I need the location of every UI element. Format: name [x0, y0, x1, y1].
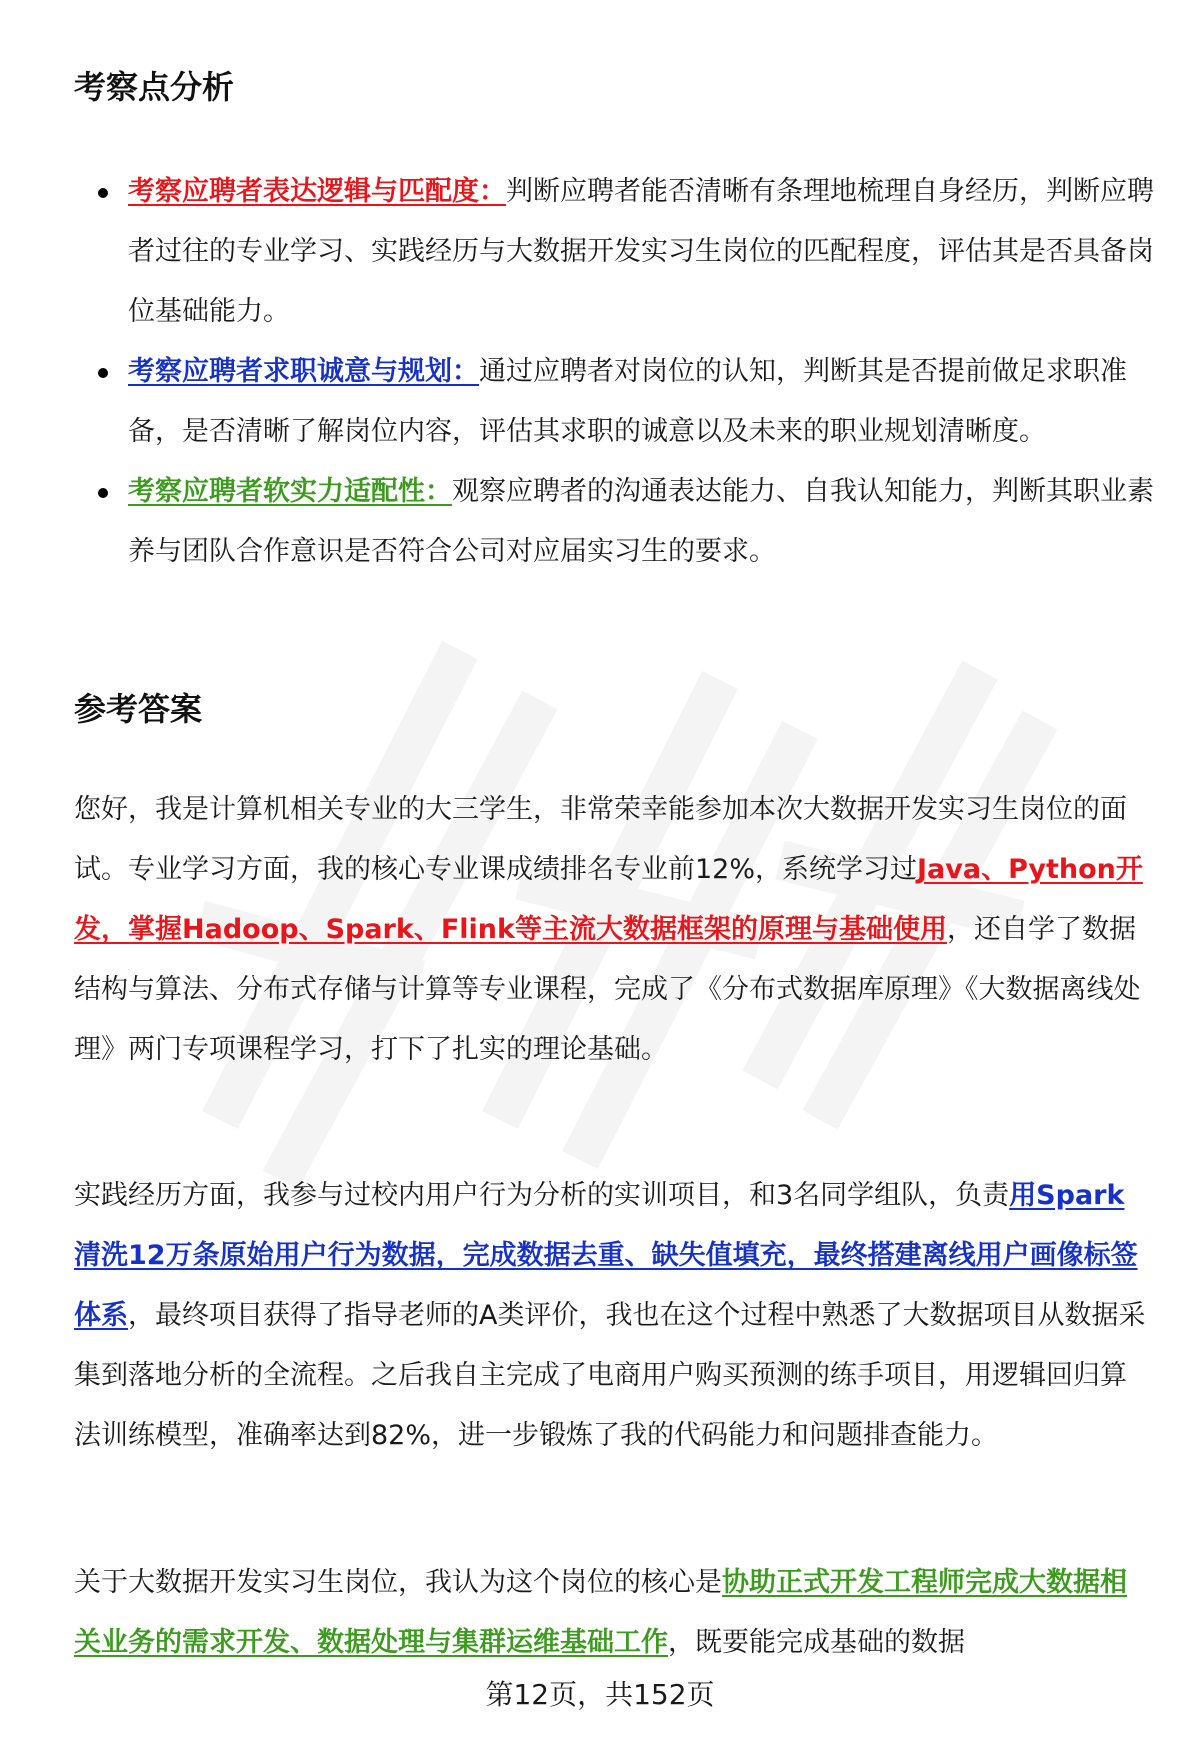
- list-item: [74, 162, 1154, 342]
- paragraph-highlight: 用Spark清洗12万条原始用户行为数据，完成数据去重、缺失值填充，最终搭建离线用户画像标签体系: [74, 1180, 1138, 1331]
- bullet-text: 观察应聘者的沟通表达能力、自我认知能力，判断其职业素养与团队合作意识是否符合公司对应届实习生的要求。: [128, 476, 1154, 567]
- paragraph-text: 关于大数据开发实习生岗位，我认为这个岗位的核心是: [74, 1567, 722, 1598]
- answer-paragraph-3: [74, 1553, 1150, 1673]
- list-item: [74, 462, 1154, 582]
- bullet-label: 考察应聘者表达逻辑与匹配度：: [128, 176, 506, 207]
- answer-paragraph-2: [74, 1166, 1150, 1466]
- answer-paragraph-1: [74, 780, 1150, 1080]
- list-item: [74, 342, 1154, 462]
- paragraph-text: 您好，我是计算机相关专业的大三学生，非常荣幸能参加本次大数据开发实习生岗位的面试。专业学习方面，我的核心专业课成绩排名专业前12%，系统学习过: [74, 794, 1127, 885]
- paragraph-text: ，还自学了数据结构与算法、分布式存储与计算等专业课程，完成了《分布式数据库原理》《大数据离线处理》两门专项课程学习，打下了扎实的理论基础。: [74, 914, 1141, 1065]
- paragraph-highlight: 协助正式开发工程师完成大数据相关业务的需求开发、数据处理与集群运维基础工作: [74, 1567, 1127, 1658]
- bullet-label: 考察应聘者求职诚意与规划：: [128, 356, 479, 387]
- bullet-text: 判断应聘者能否清晰有条理地梳理自身经历，判断应聘者过往的专业学习、实践经历与大数据开发实习生岗位的匹配程度，评估其是否具备岗位基础能力。: [128, 176, 1154, 327]
- section-title-answer: 参考答案: [74, 690, 203, 728]
- page-number: 第12页，共152页: [485, 1678, 715, 1711]
- section-title-analysis: 考察点分析: [74, 68, 235, 106]
- analysis-bullet-list: [74, 162, 1154, 582]
- paragraph-highlight: Java、Python开发，掌握Hadoop、Spark、Flink等主流大数据框架的原理与基础使用: [74, 854, 1143, 945]
- bullet-text: 通过应聘者对岗位的认知，判断其是否提前做足求职准备，是否清晰了解岗位内容，评估其求职的诚意以及未来的职业规划清晰度。: [128, 356, 1127, 447]
- paragraph-text: ，最终项目获得了指导老师的A类评价，我也在这个过程中熟悉了大数据项目从数据采集到落地分析的全流程。之后我自主完成了电商用户购买预测的练手项目，用逻辑回归算法训练模型，准确率达到82%，进一步锻炼了我的代码能力和问题排查能力。: [74, 1300, 1146, 1451]
- bullet-label: 考察应聘者软实力适配性：: [128, 476, 452, 507]
- paragraph-text: 实践经历方面，我参与过校内用户行为分析的实训项目，和3名同学组队，负责: [74, 1180, 1010, 1211]
- paragraph-text: ，既要能完成基础的数据: [668, 1627, 965, 1658]
